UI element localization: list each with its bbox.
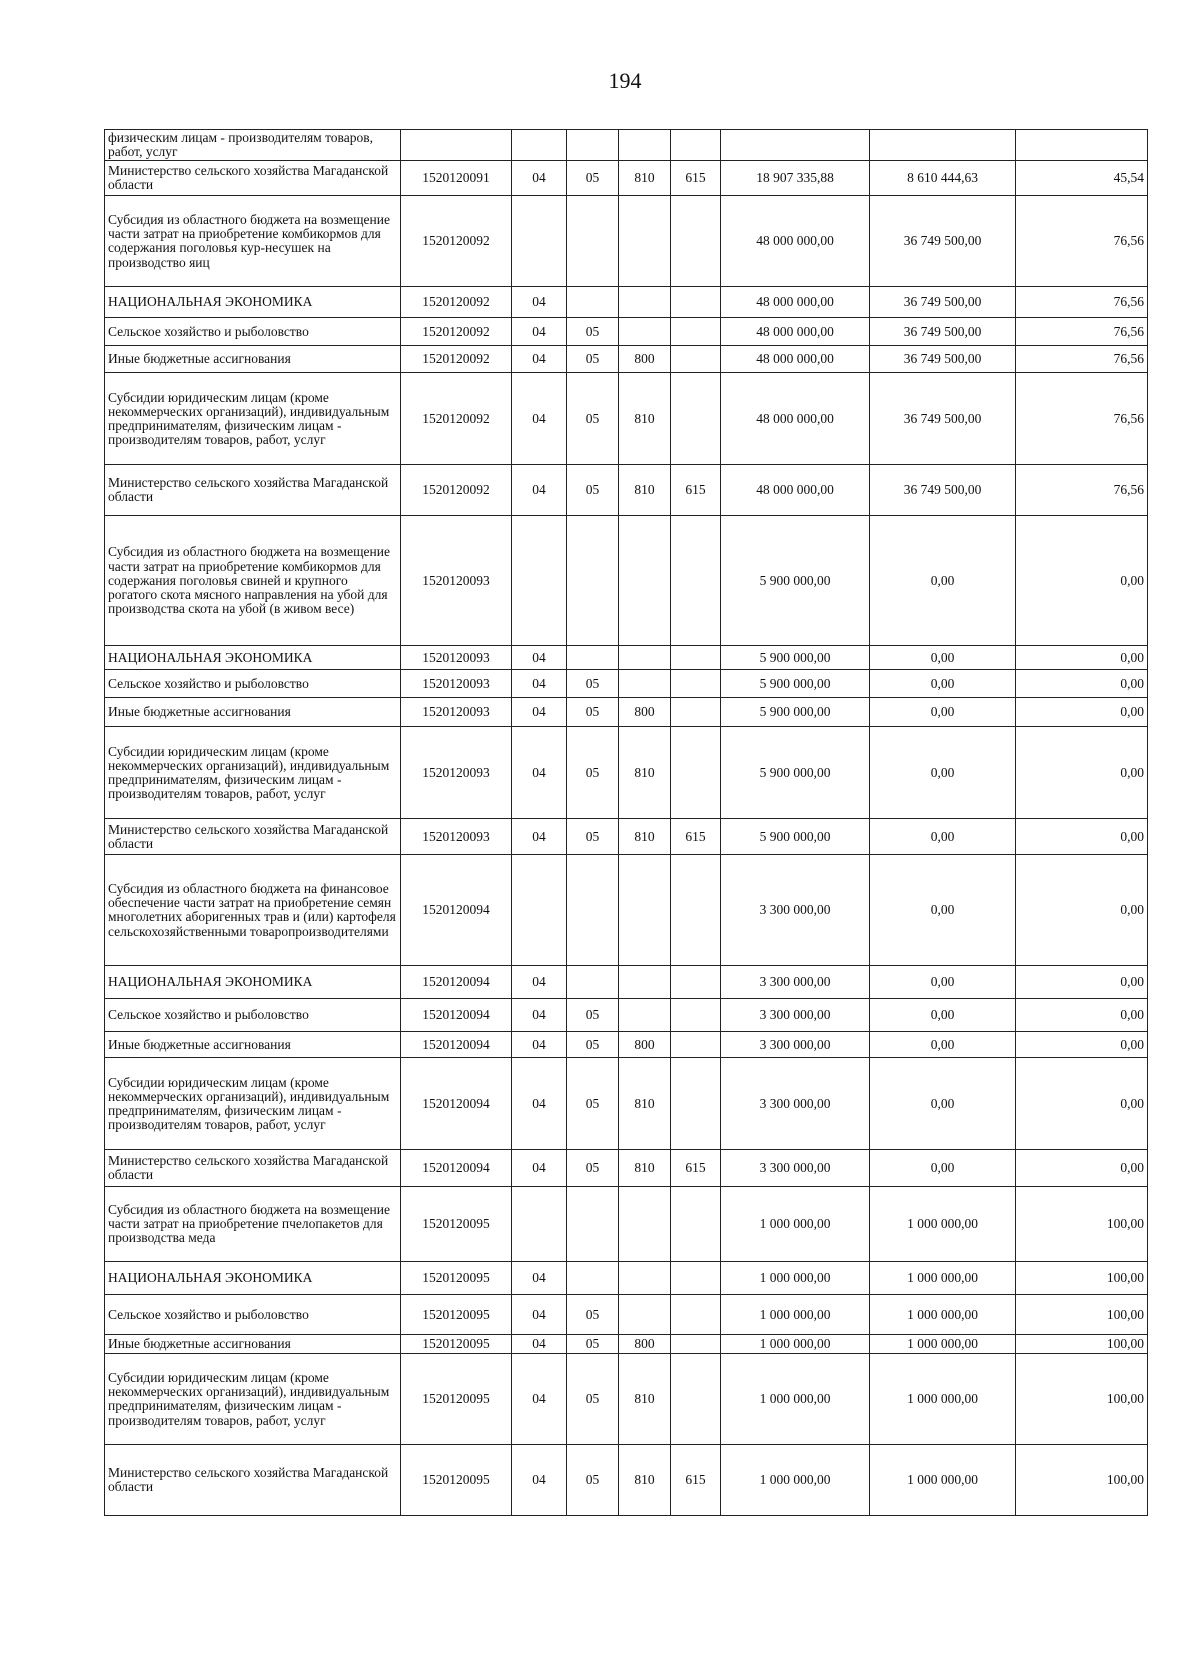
plan-amount: 48 000 000,00 — [721, 318, 870, 346]
target-article-code: 1520120095 — [401, 1335, 512, 1354]
target-article-code: 1520120094 — [401, 1150, 512, 1187]
plan-amount: 3 300 000,00 — [721, 1150, 870, 1187]
fact-amount: 0,00 — [870, 698, 1016, 727]
execution-percent: 76,56 — [1016, 318, 1148, 346]
table-row — [105, 196, 1148, 287]
execution-percent: 100,00 — [1016, 1445, 1148, 1516]
table-row — [105, 346, 1148, 373]
plan-amount: 48 000 000,00 — [721, 346, 870, 373]
grbs-code — [671, 1032, 721, 1058]
subsection-code: 05 — [567, 465, 619, 516]
expense-type-code: 810 — [619, 1058, 671, 1150]
execution-percent: 0,00 — [1016, 855, 1148, 966]
plan-amount: 1 000 000,00 — [721, 1335, 870, 1354]
target-article-code: 1520120092 — [401, 346, 512, 373]
subsection-code — [567, 130, 619, 161]
page-number: 194 — [608, 68, 642, 93]
fact-amount: 36 749 500,00 — [870, 196, 1016, 287]
expense-type-code: 810 — [619, 727, 671, 819]
grbs-code — [671, 855, 721, 966]
execution-percent: 100,00 — [1016, 1335, 1148, 1354]
section-code — [512, 196, 567, 287]
section-code: 04 — [512, 727, 567, 819]
row-name: НАЦИОНАЛЬНАЯ ЭКОНОМИКА — [105, 646, 401, 670]
subsection-code: 05 — [567, 1032, 619, 1058]
subsection-code: 05 — [567, 318, 619, 346]
budget-table-body — [105, 130, 1148, 1516]
section-code: 04 — [512, 646, 567, 670]
table-row — [105, 1335, 1148, 1354]
subsection-code: 05 — [567, 1150, 619, 1187]
execution-percent: 76,56 — [1016, 196, 1148, 287]
expense-type-code — [619, 1262, 671, 1295]
expense-type-code — [619, 646, 671, 670]
subsection-code: 05 — [567, 346, 619, 373]
target-article-code: 1520120092 — [401, 373, 512, 465]
grbs-code: 615 — [671, 465, 721, 516]
table-row — [105, 1058, 1148, 1150]
budget-table — [104, 129, 1148, 1516]
row-name: Сельское хозяйство и рыболовство — [105, 318, 401, 346]
target-article-code: 1520120095 — [401, 1262, 512, 1295]
grbs-code — [671, 130, 721, 161]
expense-type-code: 800 — [619, 1032, 671, 1058]
grbs-code — [671, 346, 721, 373]
table-row — [105, 1187, 1148, 1262]
execution-percent: 0,00 — [1016, 516, 1148, 646]
subsection-code: 05 — [567, 727, 619, 819]
subsection-code — [567, 1187, 619, 1262]
section-code: 04 — [512, 1295, 567, 1335]
table-row — [105, 130, 1148, 161]
fact-amount: 0,00 — [870, 1150, 1016, 1187]
subsection-code — [567, 855, 619, 966]
expense-type-code: 810 — [619, 373, 671, 465]
expense-type-code: 800 — [619, 1335, 671, 1354]
plan-amount: 5 900 000,00 — [721, 819, 870, 855]
grbs-code: 615 — [671, 1445, 721, 1516]
subsection-code — [567, 287, 619, 318]
table-row — [105, 516, 1148, 646]
fact-amount: 0,00 — [870, 516, 1016, 646]
expense-type-code — [619, 670, 671, 698]
subsection-code: 05 — [567, 1354, 619, 1445]
table-row — [105, 1295, 1148, 1335]
section-code: 04 — [512, 465, 567, 516]
fact-amount: 1 000 000,00 — [870, 1445, 1016, 1516]
section-code: 04 — [512, 346, 567, 373]
target-article-code: 1520120094 — [401, 966, 512, 999]
fact-amount: 36 749 500,00 — [870, 318, 1016, 346]
grbs-code — [671, 966, 721, 999]
section-code: 04 — [512, 1354, 567, 1445]
table-row — [105, 999, 1148, 1032]
plan-amount: 5 900 000,00 — [721, 727, 870, 819]
fact-amount: 1 000 000,00 — [870, 1187, 1016, 1262]
row-name: Субсидии юридическим лицам (кроме некоммерческих организаций), индивидуальным предпринимателям, физическим лицам - производителям товаров, работ, услуг — [105, 1354, 401, 1445]
subsection-code: 05 — [567, 1445, 619, 1516]
target-article-code: 1520120091 — [401, 161, 512, 196]
target-article-code: 1520120095 — [401, 1187, 512, 1262]
row-name: Министерство сельского хозяйства Магаданской области — [105, 161, 401, 196]
expense-type-code: 800 — [619, 346, 671, 373]
section-code — [512, 516, 567, 646]
row-name: Министерство сельского хозяйства Магаданской области — [105, 1150, 401, 1187]
subsection-code: 05 — [567, 1058, 619, 1150]
table-row — [105, 373, 1148, 465]
grbs-code: 615 — [671, 1150, 721, 1187]
table-row — [105, 698, 1148, 727]
row-name: Субсидия из областного бюджета на возмещение части затрат на приобретение комбикормов для содержания поголовья кур-несушек на производство яиц — [105, 196, 401, 287]
table-row — [105, 318, 1148, 346]
target-article-code: 1520120094 — [401, 1058, 512, 1150]
section-code: 04 — [512, 318, 567, 346]
row-name: Субсидия из областного бюджета на возмещение части затрат на приобретение комбикормов для содержания поголовья свиней и крупного рогатого скота мясного направления на убой для производства скота на убой (в живом весе) — [105, 516, 401, 646]
table-row — [105, 727, 1148, 819]
execution-percent: 100,00 — [1016, 1187, 1148, 1262]
section-code: 04 — [512, 1150, 567, 1187]
execution-percent: 0,00 — [1016, 966, 1148, 999]
expense-type-code — [619, 966, 671, 999]
target-article-code: 1520120094 — [401, 855, 512, 966]
execution-percent: 0,00 — [1016, 1032, 1148, 1058]
section-code: 04 — [512, 1058, 567, 1150]
plan-amount: 3 300 000,00 — [721, 1032, 870, 1058]
grbs-code — [671, 727, 721, 819]
target-article-code: 1520120094 — [401, 999, 512, 1032]
execution-percent: 0,00 — [1016, 1150, 1148, 1187]
subsection-code — [567, 646, 619, 670]
table-row — [105, 819, 1148, 855]
table-row — [105, 1032, 1148, 1058]
plan-amount: 3 300 000,00 — [721, 1058, 870, 1150]
execution-percent: 0,00 — [1016, 670, 1148, 698]
fact-amount: 1 000 000,00 — [870, 1295, 1016, 1335]
row-name: НАЦИОНАЛЬНАЯ ЭКОНОМИКА — [105, 1262, 401, 1295]
table-row — [105, 1445, 1148, 1516]
target-article-code: 1520120092 — [401, 287, 512, 318]
row-name: Министерство сельского хозяйства Магаданской области — [105, 465, 401, 516]
expense-type-code — [619, 999, 671, 1032]
expense-type-code — [619, 1295, 671, 1335]
fact-amount: 1 000 000,00 — [870, 1262, 1016, 1295]
target-article-code: 1520120094 — [401, 1032, 512, 1058]
plan-amount: 3 300 000,00 — [721, 999, 870, 1032]
row-name: Министерство сельского хозяйства Магаданской области — [105, 1445, 401, 1516]
fact-amount: 1 000 000,00 — [870, 1335, 1016, 1354]
fact-amount: 36 749 500,00 — [870, 346, 1016, 373]
plan-amount: 3 300 000,00 — [721, 855, 870, 966]
grbs-code — [671, 1262, 721, 1295]
target-article-code: 1520120093 — [401, 670, 512, 698]
execution-percent: 0,00 — [1016, 646, 1148, 670]
table-row — [105, 646, 1148, 670]
plan-amount: 5 900 000,00 — [721, 670, 870, 698]
section-code: 04 — [512, 1335, 567, 1354]
execution-percent: 100,00 — [1016, 1354, 1148, 1445]
expense-type-code — [619, 1187, 671, 1262]
section-code: 04 — [512, 698, 567, 727]
row-name: Субсидии юридическим лицам (кроме некоммерческих организаций), индивидуальным предпринимателям, физическим лицам - производителям товаров, работ, услуг — [105, 373, 401, 465]
subsection-code: 05 — [567, 373, 619, 465]
plan-amount: 5 900 000,00 — [721, 646, 870, 670]
subsection-code — [567, 516, 619, 646]
row-name: Иные бюджетные ассигнования — [105, 1335, 401, 1354]
grbs-code — [671, 1187, 721, 1262]
execution-percent: 100,00 — [1016, 1295, 1148, 1335]
target-article-code: 1520120092 — [401, 318, 512, 346]
grbs-code — [671, 670, 721, 698]
grbs-code: 615 — [671, 161, 721, 196]
fact-amount: 0,00 — [870, 670, 1016, 698]
fact-amount — [870, 130, 1016, 161]
section-code: 04 — [512, 1262, 567, 1295]
execution-percent: 0,00 — [1016, 1058, 1148, 1150]
execution-percent: 0,00 — [1016, 727, 1148, 819]
plan-amount: 5 900 000,00 — [721, 698, 870, 727]
table-row — [105, 855, 1148, 966]
fact-amount: 0,00 — [870, 966, 1016, 999]
plan-amount: 48 000 000,00 — [721, 196, 870, 287]
section-code: 04 — [512, 287, 567, 318]
expense-type-code: 810 — [619, 1150, 671, 1187]
target-article-code: 1520120095 — [401, 1445, 512, 1516]
execution-percent: 76,56 — [1016, 287, 1148, 318]
plan-amount: 1 000 000,00 — [721, 1187, 870, 1262]
target-article-code: 1520120092 — [401, 465, 512, 516]
grbs-code — [671, 516, 721, 646]
grbs-code — [671, 1058, 721, 1150]
execution-percent: 0,00 — [1016, 999, 1148, 1032]
plan-amount: 3 300 000,00 — [721, 966, 870, 999]
expense-type-code: 810 — [619, 1445, 671, 1516]
row-name: Иные бюджетные ассигнования — [105, 1032, 401, 1058]
subsection-code: 05 — [567, 1295, 619, 1335]
target-article-code: 1520120093 — [401, 727, 512, 819]
plan-amount: 48 000 000,00 — [721, 373, 870, 465]
row-name: Иные бюджетные ассигнования — [105, 698, 401, 727]
subsection-code — [567, 196, 619, 287]
expense-type-code: 810 — [619, 1354, 671, 1445]
execution-percent: 0,00 — [1016, 819, 1148, 855]
grbs-code — [671, 1295, 721, 1335]
expense-type-code: 810 — [619, 465, 671, 516]
section-code: 04 — [512, 999, 567, 1032]
table-row — [105, 1354, 1148, 1445]
execution-percent: 76,56 — [1016, 373, 1148, 465]
plan-amount: 18 907 335,88 — [721, 161, 870, 196]
row-name: Иные бюджетные ассигнования — [105, 346, 401, 373]
subsection-code: 05 — [567, 1335, 619, 1354]
target-article-code: 1520120095 — [401, 1354, 512, 1445]
plan-amount — [721, 130, 870, 161]
execution-percent: 0,00 — [1016, 698, 1148, 727]
row-name: НАЦИОНАЛЬНАЯ ЭКОНОМИКА — [105, 966, 401, 999]
section-code: 04 — [512, 1445, 567, 1516]
section-code — [512, 1187, 567, 1262]
plan-amount: 1 000 000,00 — [721, 1445, 870, 1516]
plan-amount: 1 000 000,00 — [721, 1295, 870, 1335]
execution-percent: 76,56 — [1016, 465, 1148, 516]
target-article-code: 1520120093 — [401, 698, 512, 727]
section-code: 04 — [512, 819, 567, 855]
fact-amount: 0,00 — [870, 1058, 1016, 1150]
expense-type-code: 810 — [619, 161, 671, 196]
plan-amount: 1 000 000,00 — [721, 1354, 870, 1445]
target-article-code: 1520120093 — [401, 516, 512, 646]
grbs-code — [671, 196, 721, 287]
grbs-code — [671, 1354, 721, 1445]
expense-type-code — [619, 855, 671, 966]
table-row — [105, 1150, 1148, 1187]
fact-amount: 0,00 — [870, 819, 1016, 855]
grbs-code — [671, 999, 721, 1032]
row-name: Сельское хозяйство и рыболовство — [105, 1295, 401, 1335]
plan-amount: 48 000 000,00 — [721, 287, 870, 318]
table-row — [105, 287, 1148, 318]
section-code: 04 — [512, 1032, 567, 1058]
section-code: 04 — [512, 373, 567, 465]
row-name: Субсидии юридическим лицам (кроме некоммерческих организаций), индивидуальным предпринимателям, физическим лицам - производителям товаров, работ, услуг — [105, 1058, 401, 1150]
subsection-code — [567, 966, 619, 999]
target-article-code: 1520120092 — [401, 196, 512, 287]
execution-percent — [1016, 130, 1148, 161]
grbs-code — [671, 373, 721, 465]
row-name: физическим лицам - производителям товаров, работ, услуг — [105, 130, 401, 161]
fact-amount: 36 749 500,00 — [870, 465, 1016, 516]
subsection-code — [567, 1262, 619, 1295]
fact-amount: 0,00 — [870, 855, 1016, 966]
expense-type-code — [619, 130, 671, 161]
grbs-code — [671, 646, 721, 670]
grbs-code — [671, 1335, 721, 1354]
table-row — [105, 966, 1148, 999]
table-row — [105, 670, 1148, 698]
section-code — [512, 855, 567, 966]
expense-type-code — [619, 516, 671, 646]
plan-amount: 5 900 000,00 — [721, 516, 870, 646]
row-name: Субсидии юридическим лицам (кроме некоммерческих организаций), индивидуальным предпринимателям, физическим лицам - производителям товаров, работ, услуг — [105, 727, 401, 819]
fact-amount: 0,00 — [870, 727, 1016, 819]
fact-amount: 8 610 444,63 — [870, 161, 1016, 196]
execution-percent: 100,00 — [1016, 1262, 1148, 1295]
expense-type-code: 810 — [619, 819, 671, 855]
table-row — [105, 465, 1148, 516]
execution-percent: 45,54 — [1016, 161, 1148, 196]
row-name: Субсидия из областного бюджета на финансовое обеспечение части затрат на приобретение семян многолетних аборигенных трав и (или) картофеля сельскохозяйственными товаропроизводителями — [105, 855, 401, 966]
subsection-code: 05 — [567, 999, 619, 1032]
fact-amount: 36 749 500,00 — [870, 373, 1016, 465]
section-code — [512, 130, 567, 161]
expense-type-code — [619, 287, 671, 318]
grbs-code — [671, 698, 721, 727]
row-name: Сельское хозяйство и рыболовство — [105, 670, 401, 698]
row-name: НАЦИОНАЛЬНАЯ ЭКОНОМИКА — [105, 287, 401, 318]
fact-amount: 0,00 — [870, 1032, 1016, 1058]
section-code: 04 — [512, 966, 567, 999]
target-article-code — [401, 130, 512, 161]
fact-amount: 1 000 000,00 — [870, 1354, 1016, 1445]
grbs-code: 615 — [671, 819, 721, 855]
target-article-code: 1520120095 — [401, 1295, 512, 1335]
section-code: 04 — [512, 670, 567, 698]
plan-amount: 1 000 000,00 — [721, 1262, 870, 1295]
execution-percent: 76,56 — [1016, 346, 1148, 373]
grbs-code — [671, 287, 721, 318]
fact-amount: 36 749 500,00 — [870, 287, 1016, 318]
subsection-code: 05 — [567, 698, 619, 727]
subsection-code: 05 — [567, 819, 619, 855]
target-article-code: 1520120093 — [401, 819, 512, 855]
fact-amount: 0,00 — [870, 999, 1016, 1032]
section-code: 04 — [512, 161, 567, 196]
expense-type-code — [619, 196, 671, 287]
row-name: Сельское хозяйство и рыболовство — [105, 999, 401, 1032]
row-name: Министерство сельского хозяйства Магаданской области — [105, 819, 401, 855]
row-name: Субсидия из областного бюджета на возмещение части затрат на приобретение пчелопакетов для производства меда — [105, 1187, 401, 1262]
expense-type-code — [619, 318, 671, 346]
grbs-code — [671, 318, 721, 346]
plan-amount: 48 000 000,00 — [721, 465, 870, 516]
fact-amount: 0,00 — [870, 646, 1016, 670]
table-row — [105, 161, 1148, 196]
target-article-code: 1520120093 — [401, 646, 512, 670]
expense-type-code: 800 — [619, 698, 671, 727]
subsection-code: 05 — [567, 161, 619, 196]
subsection-code: 05 — [567, 670, 619, 698]
table-row — [105, 1262, 1148, 1295]
